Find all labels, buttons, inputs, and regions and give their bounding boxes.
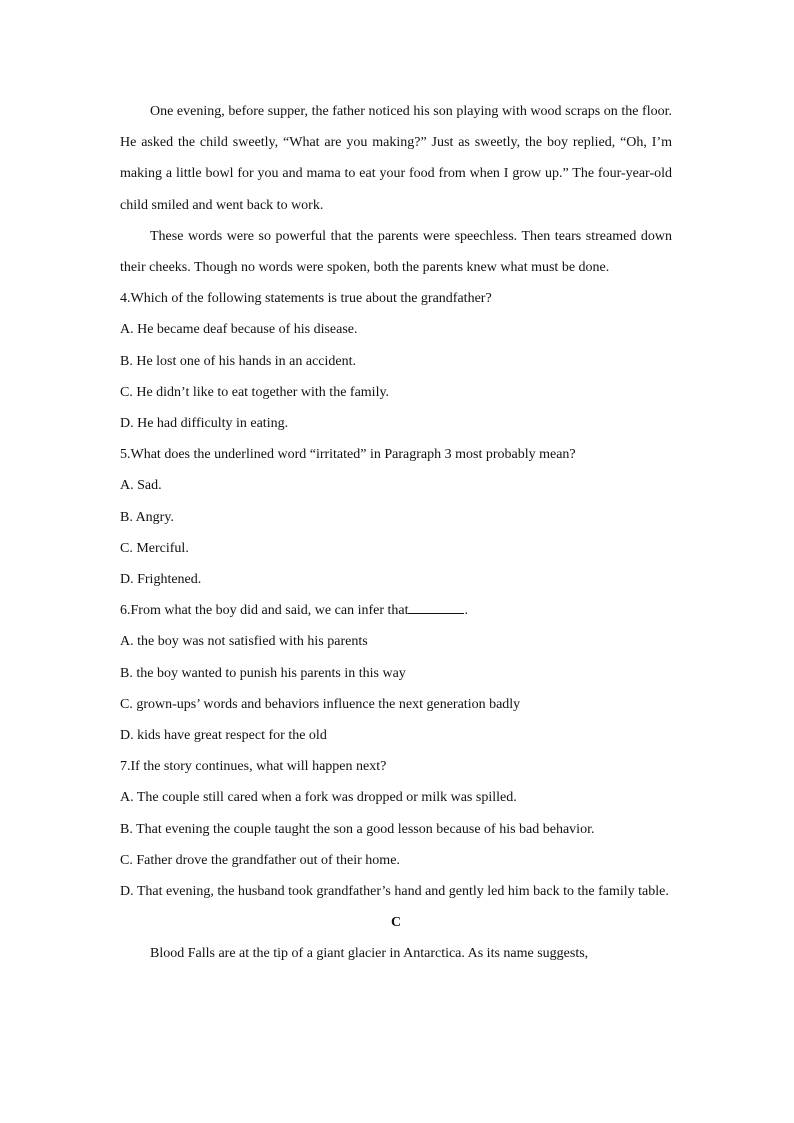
question-6-option-b: B. the boy wanted to punish his parents in this way xyxy=(120,665,406,681)
question-6-option-d: D. kids have great respect for the old xyxy=(120,728,327,744)
question-6 xyxy=(120,595,672,751)
question-6-stem xyxy=(120,595,672,626)
question-4-option-b: B. He lost one of his hands in an accident. xyxy=(120,353,357,369)
question-7-option-a: A. The couple still cared when a fork was dropped or milk was spilled. xyxy=(120,790,517,806)
question-6-stem-end: . xyxy=(464,603,468,619)
question-6-option-c: C. grown-ups’ words and behaviors influence the next generation badly xyxy=(120,696,521,712)
question-5-option-b: B. Angry. xyxy=(120,509,174,525)
passage-b-paragraph-1: One evening, before supper, the father noticed his son playing with wood scraps on the floor. He asked the child sweetly, “What are you making?” Just as sweetly, the boy replied, “Oh, I’m making a little bowl for you and mama to eat your food from when I grow up.” The four-year-old child smiled and went back to work. xyxy=(120,104,672,213)
question-7-option-d: D. That evening, the husband took grandfather’s hand and gently led him back to the family table. xyxy=(120,884,669,900)
question-5-option-d: D. Frightened. xyxy=(120,572,202,588)
passage-b-paragraph-2: These words were so powerful that the parents were speechless. Then tears streamed down their cheeks. Though no words were spoken, both the parents knew what must be done. xyxy=(120,228,672,276)
question-5-option-a: A. Sad. xyxy=(120,478,162,494)
question-4-option-c: C. He didn’t like to eat together with the family. xyxy=(120,384,390,400)
section-c-heading: C xyxy=(390,915,402,931)
question-4 xyxy=(120,283,672,439)
question-5 xyxy=(120,439,672,595)
question-6-stem-text: 6.From what the boy did and said, we can infer that xyxy=(120,603,409,619)
answer-blank xyxy=(408,599,464,614)
question-4-option-d: D. He had difficulty in eating. xyxy=(120,416,289,432)
question-7-option-c: C. Father drove the grandfather out of their home. xyxy=(120,852,400,868)
question-5-option-c: C. Merciful. xyxy=(120,540,189,556)
question-4-stem: 4.Which of the following statements is true about the grandfather? xyxy=(120,291,492,307)
question-6-option-a: A. the boy was not satisfied with his parents xyxy=(120,634,368,650)
passage-c-paragraph-1: Blood Falls are at the tip of a giant glacier in Antarctica. As its name suggests, xyxy=(150,946,589,962)
question-5-stem: 5.What does the underlined word “irritated” in Paragraph 3 most probably mean? xyxy=(120,447,576,463)
document-page xyxy=(120,96,672,970)
question-7 xyxy=(120,751,672,907)
question-4-option-a: A. He became deaf because of his disease. xyxy=(120,322,358,338)
question-7-stem: 7.If the story continues, what will happen next? xyxy=(120,759,387,775)
question-7-option-b: B. That evening the couple taught the son a good lesson because of his bad behavior. xyxy=(120,821,595,837)
